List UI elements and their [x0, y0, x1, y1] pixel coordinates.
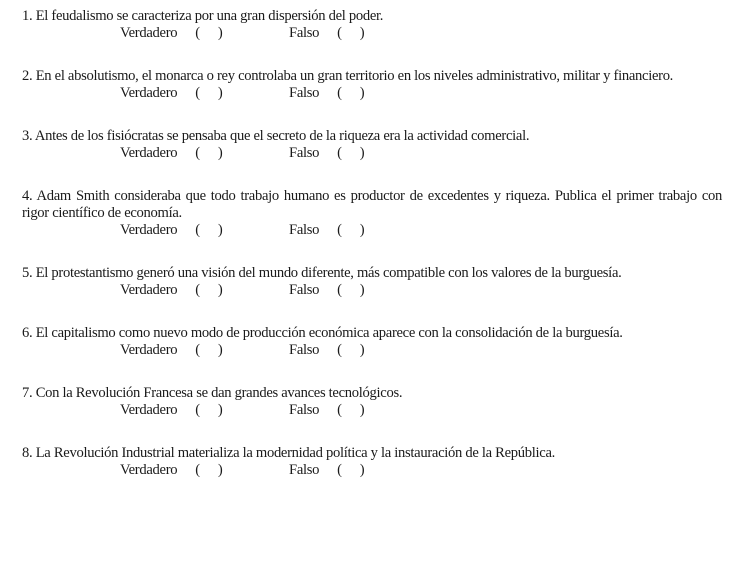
true-option[interactable]: [120, 222, 222, 239]
true-label: Verdadero: [120, 462, 178, 478]
false-label: Falso: [289, 402, 320, 418]
question-1: [22, 8, 722, 42]
false-label: Falso: [289, 85, 320, 101]
answer-options: [22, 145, 722, 162]
answer-options: [22, 402, 722, 419]
false-option[interactable]: [289, 145, 364, 162]
true-blank[interactable]: ( ): [195, 282, 223, 298]
question-2: [22, 68, 722, 102]
false-blank[interactable]: ( ): [337, 462, 365, 478]
true-label: Verdadero: [120, 222, 178, 238]
question-text: 3. Antes de los fisiócratas se pensaba que el secreto de la riqueza era la actividad comercial.: [22, 128, 530, 144]
answer-options: [22, 85, 722, 102]
false-blank[interactable]: ( ): [337, 282, 365, 298]
question-6: [22, 325, 722, 359]
true-label: Verdadero: [120, 402, 178, 418]
true-option[interactable]: [120, 145, 222, 162]
false-blank[interactable]: ( ): [337, 402, 365, 418]
false-option[interactable]: [289, 85, 364, 102]
false-label: Falso: [289, 342, 320, 358]
question-8: [22, 445, 722, 479]
question-4: [22, 188, 722, 239]
question-text: 6. El capitalismo como nuevo modo de producción económica aparece con la consolidación de la burguesía.: [22, 325, 623, 341]
true-option[interactable]: [120, 85, 222, 102]
false-blank[interactable]: ( ): [337, 222, 365, 238]
false-option[interactable]: [289, 402, 364, 419]
true-blank[interactable]: ( ): [195, 342, 223, 358]
false-label: Falso: [289, 145, 320, 161]
true-label: Verdadero: [120, 282, 178, 298]
question-text: 1. El feudalismo se caracteriza por una gran dispersión del poder.: [22, 8, 384, 24]
true-blank[interactable]: ( ): [195, 402, 223, 418]
true-label: Verdadero: [120, 85, 178, 101]
true-blank[interactable]: ( ): [195, 145, 223, 161]
question-text: 4. Adam Smith consideraba que todo trabajo humano es productor de excedentes y riqueza. Publica el primer trabajo con rigor científico de economía.: [22, 188, 722, 221]
true-false-worksheet: [22, 8, 722, 479]
false-blank[interactable]: ( ): [337, 342, 365, 358]
true-option[interactable]: [120, 282, 222, 299]
question-text: 7. Con la Revolución Francesa se dan grandes avances tecnológicos.: [22, 385, 403, 401]
question-5: [22, 265, 722, 299]
false-option[interactable]: [289, 222, 364, 239]
false-blank[interactable]: ( ): [337, 25, 365, 41]
answer-options: [22, 342, 722, 359]
answer-options: [22, 222, 722, 239]
question-text: 2. En el absolutismo, el monarca o rey controlaba un gran territorio en los niveles administrativo, militar y financiero.: [22, 68, 674, 84]
false-label: Falso: [289, 222, 320, 238]
false-option[interactable]: [289, 25, 364, 42]
answer-options: [22, 282, 722, 299]
true-blank[interactable]: ( ): [195, 462, 223, 478]
true-option[interactable]: [120, 342, 222, 359]
false-label: Falso: [289, 282, 320, 298]
true-label: Verdadero: [120, 145, 178, 161]
false-blank[interactable]: ( ): [337, 85, 365, 101]
answer-options: [22, 462, 722, 479]
question-text: 8. La Revolución Industrial materializa la modernidad política y la instauración de la República.: [22, 445, 555, 461]
true-option[interactable]: [120, 25, 222, 42]
question-7: [22, 385, 722, 419]
question-3: [22, 128, 722, 162]
false-option[interactable]: [289, 462, 364, 479]
true-option[interactable]: [120, 402, 222, 419]
answer-options: [22, 25, 722, 42]
true-blank[interactable]: ( ): [195, 222, 223, 238]
false-label: Falso: [289, 25, 320, 41]
true-blank[interactable]: ( ): [195, 25, 223, 41]
question-text: 5. El protestantismo generó una visión del mundo diferente, más compatible con los valores de la burguesía.: [22, 265, 622, 281]
false-option[interactable]: [289, 342, 364, 359]
true-label: Verdadero: [120, 25, 178, 41]
true-label: Verdadero: [120, 342, 178, 358]
false-option[interactable]: [289, 282, 364, 299]
false-blank[interactable]: ( ): [337, 145, 365, 161]
false-label: Falso: [289, 462, 320, 478]
true-blank[interactable]: ( ): [195, 85, 223, 101]
true-option[interactable]: [120, 462, 222, 479]
